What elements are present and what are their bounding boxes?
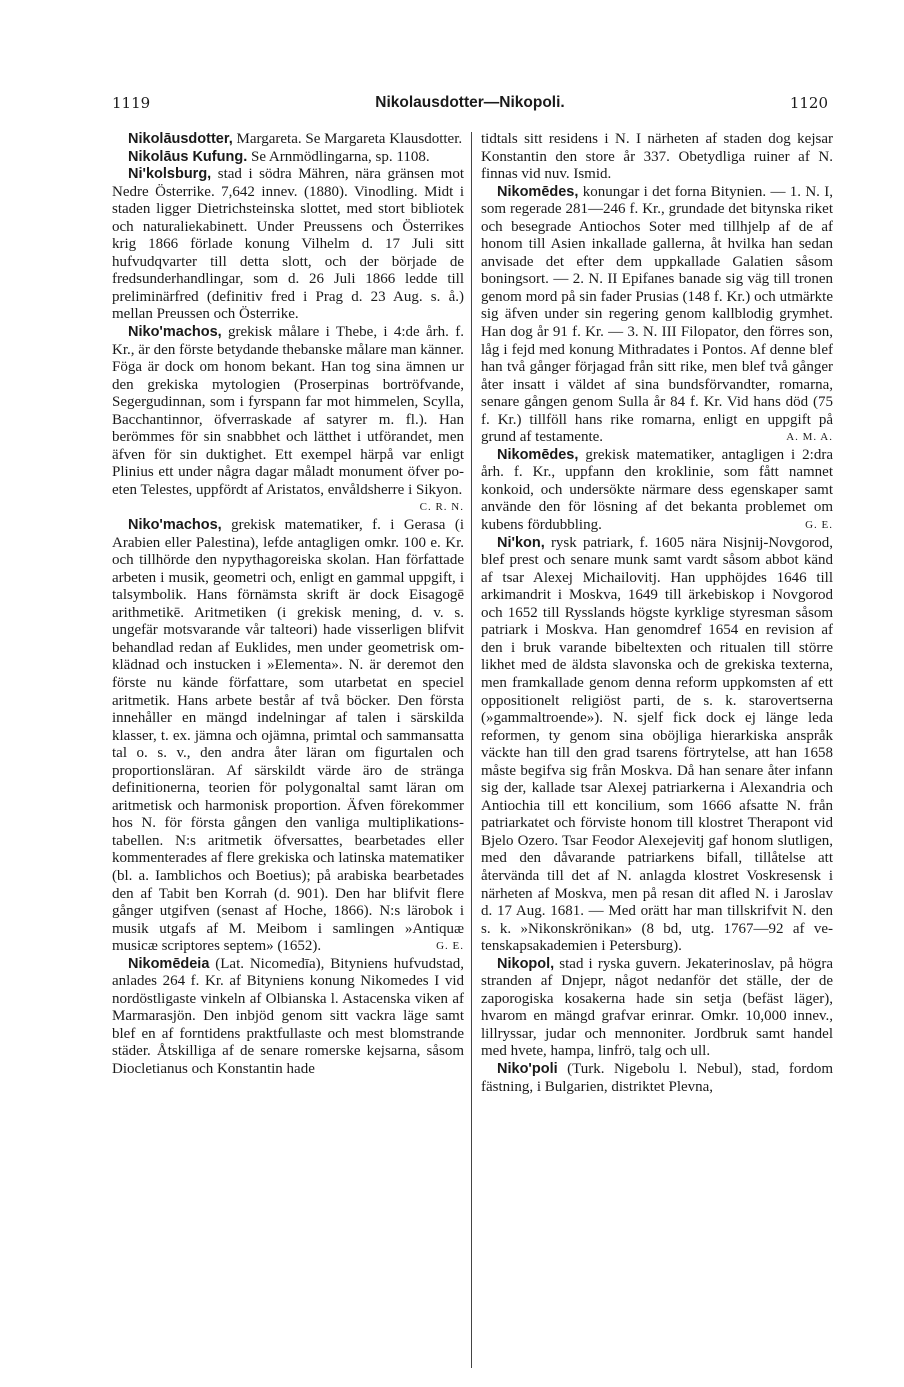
dictionary-entry bbox=[112, 956, 464, 1079]
author-signature: C. R. N. bbox=[419, 501, 464, 514]
entry-text: Se Arnmödlingarna, sp. 1108. bbox=[247, 148, 430, 165]
dictionary-entry bbox=[112, 324, 464, 517]
page-header bbox=[112, 94, 828, 118]
dictionary-entry bbox=[481, 131, 833, 184]
left-column bbox=[112, 131, 464, 1371]
dictionary-entry bbox=[112, 131, 464, 149]
column-divider bbox=[471, 132, 472, 1368]
dictionary-entry bbox=[481, 535, 833, 956]
running-title: Nikolausdotter—Nikopoli. bbox=[375, 94, 565, 111]
dictionary-entry bbox=[481, 184, 833, 447]
entry-headword: Nikolāus Kufung. bbox=[128, 148, 248, 165]
entry-headword: Ni'kolsburg, bbox=[128, 166, 212, 183]
entry-headword: Nikopol, bbox=[497, 955, 555, 972]
right-column bbox=[481, 131, 833, 1371]
dictionary-entry bbox=[481, 956, 833, 1061]
entry-text: (Lat. Nicomedīa), Bityniens hufvudstad, anlades 264 f. Kr. af Bityniens konung Nikomedes I vid nordöstligaste vinkeln af Olbianska l. Astacenska viken af Marmarasjön. Den inbjöd genom sitt vackra läge samt blef en af forntidens praktfullaste och mest blomstrande städer. Åtskilliga af de senare romerske kejsarna, såsom Diocletianus och Konstantin hade bbox=[112, 955, 464, 1077]
dictionary-entry bbox=[112, 149, 464, 167]
entry-headword: Niko'poli bbox=[497, 1060, 558, 1077]
author-signature: A. M. A. bbox=[786, 431, 833, 444]
entry-headword: Nikomēdes, bbox=[497, 183, 579, 200]
author-signature: G. E. bbox=[805, 519, 833, 532]
entry-headword: Ni'kon, bbox=[497, 534, 545, 551]
entry-text: Margareta. Se Margareta Klausdotter. bbox=[232, 131, 463, 147]
entry-headword: Nikolāusdotter, bbox=[128, 131, 233, 147]
entry-text: konungar i det forna Bitynien. — 1. N. I, som regerade 281—246 f. Kr., grundade det bitynska riket och besegrade Antiochos Soter med tillhjelp af de af honom till Asien inkallade gallerna, åt hvilka han sedan anvisade det efter dem uppkallade Galatien såsom boningsort. — 2. N. II Epifanes banade sig väg till tronen genom mord på sin fader Prusias (148 f. Kr.) och utmärkte sig äfven under sin regering genom kallblodig grymhet. Han dog år 91 f. Kr. — 3. N. III Filopator, den förres son, låg i fejd med konung Mithradates i Pontos. Af denne blef han två gånger förjagad från sitt rike, men blef två gånger åter insatt i väldet af sina bundsförvandter, romarna, senare gången genom Sulla år 84 f. Kr. Vid hans död (75 f. Kr.) tillföll hans rike romarna, enligt en uppgift på grund af testamente. bbox=[481, 183, 833, 446]
dictionary-entry bbox=[112, 166, 464, 324]
entry-text: (Turk. Nigebolu l. Nebul), stad, fordom fästning, i Bulgarien, distriktet Plevna, bbox=[481, 1060, 833, 1095]
entry-headword: Nikomēdeia bbox=[128, 955, 210, 972]
entry-headword: Niko'machos, bbox=[128, 517, 222, 534]
entry-text: stad i södra Mähren, nära gränsen mot Nedre Österrike. 7,642 innev. (1880). Vinodling. Midt i staden ligger Dietrichsteinska slottet, med stort bibliotek och naturaliekabinett. Under Preussens och Österrikes krig 1866 förlade konung Vilhelm d. 17 Juli sitt hufvudqvarter till detta slott, och der började de fredsunderhandlingar, som d. 26 Juli 1866 ledde till preliminärfred (definitiv fred i Prag d. 23 Aug. s. å.) mellan Preussen och Österrike. bbox=[112, 166, 464, 323]
page-number-right: 1120 bbox=[789, 94, 828, 112]
entry-text: stad i ryska guvern. Jekaterinoslav, på högra stranden af Dnjepr, något nedanför det ställe, der de zaporogiska kosakerna hade sin setja (befäst läger), hvarom en mängd grafvar erinrar. Omkr. 10,000 innev., lillryssar, judar och mennoniter. Jordbruk samt handel med hvete, hampa, linfrö, talg och ull. bbox=[481, 955, 833, 1060]
author-signature: G. E. bbox=[436, 940, 464, 953]
entry-text: grekisk matematiker, antagligen i 2:dra årh. f. Kr., uppfann den kroklinie, som fått namnet konkoid, och undersökte närmare dess egenskaper samt använde den för lösning af det bekanta problemet om kubens fördubbling. bbox=[481, 446, 833, 534]
page-number-left: 1119 bbox=[112, 94, 151, 112]
entry-headword: Niko'machos, bbox=[128, 324, 222, 341]
dictionary-entry bbox=[112, 517, 464, 956]
entry-headword: Nikomēdes, bbox=[497, 446, 579, 463]
dictionary-entry bbox=[481, 447, 833, 535]
entry-text: grekisk målare i Thebe, i 4:de årh. f. Kr., är den förste betydande thebanske målare man känner. Föga är dock om honom bekant. Han tog sina ämnen ur den grekiska mytologien (Proserpinas bortröfvande, Segergudinnan, som i fyrspann far mot himmelen, Scylla, Bacchantinnor, öfverraskade af satyrer m. fl.). Han berömmes för sin snabbhet och lätthet i utförandet, men äfven för sin duktighet. Ett exempel härpå var enligt Plinius ett under några dagar måladt monument öfver poeten Telestes, uppfördt af Aristatos, envåldsherre i Sikyon. bbox=[112, 324, 464, 498]
dictionary-entry bbox=[481, 1061, 833, 1096]
entry-text: grekisk matematiker, f. i Gerasa (i Arabien eller Palestina), lefde antagligen omkr. 100 e. Kr. och tillhörde den nypythagoreiska skolan. Han författade arbeten i musik, geometri och, enligt en gammal uppgift, i talsymbolik. Hans förnämsta skrift är dock Eisagogē arithmetikē. Aritmetiken (i grekisk mening, d. v. s. ungefär motsvarande vår talteori) hade visserligen blifvit behandlad redan af Euklides, men under geometrisk omklädnad och instucken i »Elementa». N. är deremot den förste nu kände författare, som utarbetat en speciel aritmetik. Hans arbete består af två böcker. Den första innehåller en mängd indelningar af talen i särskilda klasser, t. ex. jämna och ojämna, primtal och sammansatta tal o. s. v., den andra åter läran om figurtalen och proportionsläran. Af särskildt värde äro de stränga definitionerna, teorien för polygonaltal samt läran om aritmetisk och harmonisk proportion. Äfven förekommer hos N. för första gången den vanliga multiplikationstabellen. N:s aritmetik öfversattes, bearbetades eller kommenterades af flere grekiska och latinska matematiker (bl. a. Iamblichos och Boetius); på arabiska bearbetades den af Tabit ben Korrah (d. 901). Den har blifvit flere gånger utgifven (senast af Hoche, 1866). N:s lärobok i musik utgafs af M. Meibom i samlingen »Antiquæ musicæ scriptores septem» (1652). bbox=[112, 517, 464, 955]
entry-text: rysk patriark, f. 1605 nära Nisjnij-Novgorod, blef prest och senare munk samt vardt såsom abbot känd af tsar Alexej Michailovitj. Han upphöjdes 1646 till arkimandrit i Moskva, 1649 till ärkebiskop i Novgorod och 1652 till Rysslands högste kyrklige styresman såsom patriark i Moskva. Han genomdref 1654 en revision af den i bruk varande bibeltexten och ritualen till större likhet med de äldsta slavonska och de grekiska texterna, men framkallade genom denna reform uppkomsten af ett oppositionelt religiöst parti, de s. k. starovertserna (»gammaltroende»). N. sjelf fick dock ej länge leda reformen, ty genom sina oböjliga hierarkiska anspråk väckte han till den grad tsarens förtrytelse, att han 1658 måste begifva sig från Moskva. Då han senare åter infann sig der, kallade tsar Alexej patriarkerna i Alexandria och Antiochia till ett koncilium, som 1666 afsatte N. från patriarkatet och förviste honom till klostret Therapont vid Bjelo Ozero. Tsar Feodor Alexejevitj gaf honom slutligen, med den dåvarande patriarkens bifall, tillåtelse att återvända till det af N. anlagda klostret Voskresensk i närheten af Moskva, men på resan dit afled N. i Jaroslav d. 17 Aug. 1681. — Med orätt har man tillskrifvit N. den s. k. »Nikonskrönikan» (8 bd, utg. 1767—92 af vetenskapsakademien i Petersburg). bbox=[481, 534, 833, 955]
entry-text: tidtals sitt residens i N. I närheten af staden dog kejsar Konstantin den store år 337. Obetydliga ruiner af N. finnas vid nuv. Ismid. bbox=[481, 131, 833, 183]
